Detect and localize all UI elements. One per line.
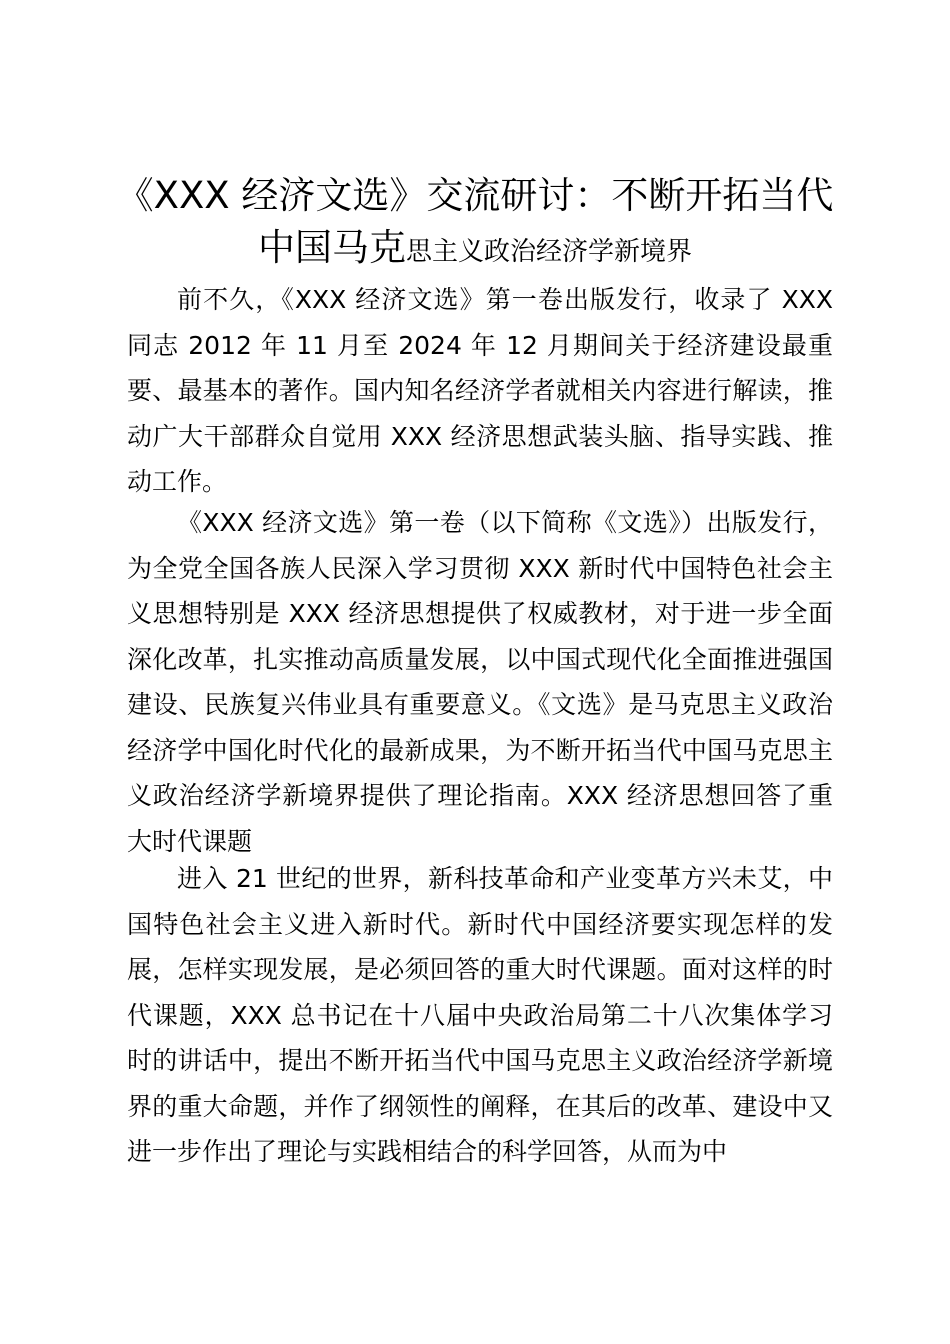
paragraph: 《XXX 经济文选》第一卷（以下简称《文选》）出版发行，为全党全国各族人民深入学习贯彻 XXX 新时代中国特色社会主义思想特别是 XXX 经济思想提供了权威教材，对于进一步全面深化改革，扎实推动高质量发展，以中国式现代化全面推进强国建设、民族复兴伟业具有重要意义。《文选》是马克思主义政治经济学中国化时代化的最新成果，为不断开拓当代中国马克思主义政治经济学新境界提供了理论指南。XXX 经济思想回答了重大时代课题 [127, 508, 833, 856]
paragraph-3-block [127, 856, 833, 1175]
paragraph: 前不久，《XXX 经济文选》第一卷出版发行，收录了 XXX 同志 2012 年 11 月至 2024 年 12 月期间关于经济建设最重要、最基本的著作。国内知名经济学者就相关内容进行解读，推动广大干部群众自觉用 XXX 经济思想武装头脑、指导实践、推动工作。 [127, 285, 833, 496]
paragraph-2-block [127, 500, 833, 864]
paragraph-1-block [127, 277, 833, 505]
document-title-line-1: 《XXX 经济文选》交流研讨：不断开拓当代 [116, 174, 834, 217]
document-title-line-2 [110, 222, 840, 278]
paragraph: 进入 21 世纪的世界，新科技革命和产业变革方兴未艾，中国特色社会主义进入新时代。新时代中国经济要实现怎样的发展，怎样实现发展，是必须回答的重大时代课题。面对这样的时代课题，XXX 总书记在十八届中央政治局第二十八次集体学习时的讲话中，提出不断开拓当代中国马克思主义政治经济学新境界的重大命题，并作了纲领性的阐释，在其后的改革、建设中又进一步作出了理论与实践相结合的科学回答，从而为中 [127, 864, 833, 1166]
title-line-2-small: 思主义政治经济学新境界 [405, 237, 692, 267]
title-line-2-large: 中国马克 [257, 226, 406, 269]
